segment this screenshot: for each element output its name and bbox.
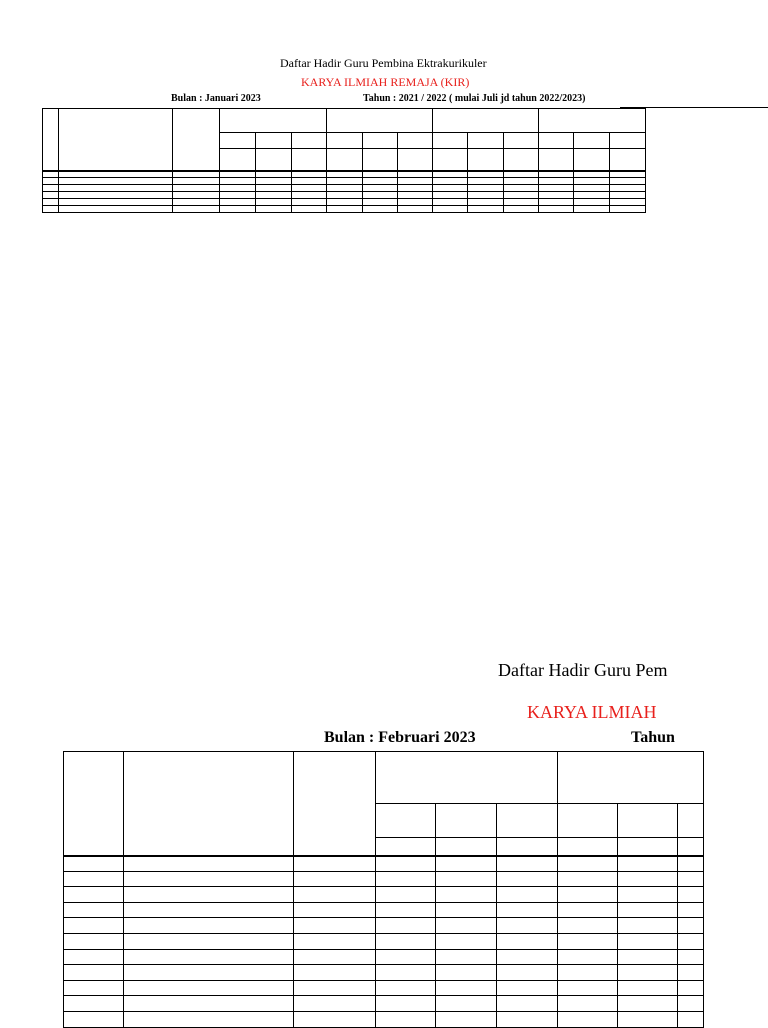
row-role [294, 949, 376, 965]
attendance-cell [504, 206, 539, 213]
attendance-cell [610, 206, 646, 213]
attendance-cell [398, 199, 433, 206]
row-no [64, 1011, 124, 1027]
attendance-cell [327, 199, 363, 206]
attendance-cell [574, 185, 610, 192]
attendance-cell [327, 149, 363, 171]
row-name [124, 933, 294, 949]
attendance-cell [558, 949, 618, 965]
attendance-cell [468, 192, 504, 199]
attendance-cell [618, 996, 678, 1012]
attendance-cell [433, 206, 468, 213]
row-no [43, 149, 59, 171]
attendance-cell [436, 838, 497, 856]
attendance-cell [558, 902, 618, 918]
row-name [124, 838, 294, 856]
table-row [64, 918, 704, 934]
attendance-cell [504, 199, 539, 206]
row-no [43, 199, 59, 206]
col-header-no [64, 752, 124, 838]
attendance-cell [558, 838, 618, 856]
attendance-cell [436, 871, 497, 887]
attendance-cell [497, 887, 558, 903]
attendance-cell [539, 206, 574, 213]
attendance-cell [468, 171, 504, 178]
row-name [59, 199, 173, 206]
row-name [59, 206, 173, 213]
attendance-cell [256, 149, 292, 171]
attendance-cell [436, 933, 497, 949]
attendance-cell [376, 856, 436, 872]
row-no [64, 980, 124, 996]
attendance-cell [497, 933, 558, 949]
attendance-cell [398, 192, 433, 199]
row-name [124, 887, 294, 903]
attendance-cell [468, 199, 504, 206]
row-role [294, 838, 376, 856]
row-no [64, 871, 124, 887]
attendance-cell [256, 178, 292, 185]
col-header-jabatan [173, 109, 220, 149]
attendance-cell [504, 149, 539, 171]
row-name [124, 918, 294, 934]
attendance-cell [436, 918, 497, 934]
row-no [43, 178, 59, 185]
attendance-cell [678, 918, 704, 934]
row-name [124, 871, 294, 887]
attendance-cell [504, 192, 539, 199]
row-name [59, 185, 173, 192]
attendance-cell [618, 856, 678, 872]
attendance-cell [497, 996, 558, 1012]
attendance-cell [574, 149, 610, 171]
row-name [124, 902, 294, 918]
attendance-cell [497, 918, 558, 934]
row-role [294, 887, 376, 903]
table-row [64, 980, 704, 996]
attendance-cell [504, 178, 539, 185]
attendance-cell [363, 206, 398, 213]
table-row [43, 178, 646, 185]
attendance-cell [433, 149, 468, 171]
subheader-plg [256, 133, 292, 149]
attendance-cell [678, 965, 704, 981]
subheader-paraf [610, 133, 646, 149]
attendance-cell [618, 871, 678, 887]
subheader-plg [436, 804, 497, 838]
attendance-cell [436, 1011, 497, 1027]
page1-bulan: Bulan : Januari 2023 [171, 93, 261, 104]
attendance-cell [220, 192, 256, 199]
attendance-cell [433, 185, 468, 192]
attendance-cell [610, 178, 646, 185]
attendance-cell [468, 185, 504, 192]
attendance-cell [363, 149, 398, 171]
subheader-dtg [327, 133, 363, 149]
table-row [64, 996, 704, 1012]
attendance-cell [678, 933, 704, 949]
table-row [43, 199, 646, 206]
attendance-cell [292, 171, 327, 178]
attendance-cell [292, 206, 327, 213]
attendance-cell [539, 192, 574, 199]
attendance-cell [678, 902, 704, 918]
table-row [64, 887, 704, 903]
attendance-cell [327, 171, 363, 178]
subheader-dtg [433, 133, 468, 149]
attendance-cell [433, 192, 468, 199]
row-no [43, 192, 59, 199]
attendance-cell [558, 871, 618, 887]
date-header [327, 109, 433, 133]
table-row [64, 1011, 704, 1027]
attendance-cell [497, 838, 558, 856]
attendance-cell [610, 149, 646, 171]
page2-attendance-table [63, 751, 704, 1028]
attendance-cell [558, 887, 618, 903]
attendance-cell [327, 192, 363, 199]
attendance-cell [539, 171, 574, 178]
attendance-cell [497, 980, 558, 996]
date-header [539, 109, 646, 133]
date-header [220, 109, 327, 133]
row-name [124, 965, 294, 981]
table-row [64, 871, 704, 887]
attendance-cell [376, 838, 436, 856]
attendance-cell [376, 918, 436, 934]
page1-title: Daftar Hadir Guru Pembina Ektrakurikuler [280, 56, 487, 70]
attendance-cell [618, 887, 678, 903]
subheader-plg [618, 804, 678, 838]
subheader-dtg [376, 804, 436, 838]
page2-bulan: Bulan : Februari 2023 [324, 729, 476, 746]
attendance-cell [610, 192, 646, 199]
attendance-cell [574, 171, 610, 178]
table-row [64, 838, 704, 856]
row-name [124, 856, 294, 872]
col-header-nama [59, 109, 173, 149]
row-role [173, 149, 220, 171]
attendance-cell [220, 178, 256, 185]
attendance-cell [292, 178, 327, 185]
attendance-cell [468, 178, 504, 185]
attendance-cell [678, 856, 704, 872]
attendance-cell [618, 1011, 678, 1027]
table-row [43, 206, 646, 213]
attendance-cell [436, 980, 497, 996]
row-role [294, 871, 376, 887]
attendance-cell [376, 887, 436, 903]
attendance-cell [497, 902, 558, 918]
attendance-cell [376, 902, 436, 918]
attendance-cell [327, 206, 363, 213]
attendance-cell [292, 149, 327, 171]
table-row [43, 192, 646, 199]
attendance-cell [558, 996, 618, 1012]
attendance-cell [327, 178, 363, 185]
attendance-cell [558, 856, 618, 872]
attendance-cell [398, 178, 433, 185]
attendance-cell [618, 965, 678, 981]
attendance-cell [292, 199, 327, 206]
row-role [294, 980, 376, 996]
attendance-cell [256, 192, 292, 199]
attendance-cell [574, 192, 610, 199]
attendance-cell [558, 933, 618, 949]
row-role [173, 171, 220, 178]
table-row [64, 902, 704, 918]
attendance-cell [678, 996, 704, 1012]
subheader-paraf [292, 133, 327, 149]
row-name [124, 949, 294, 965]
attendance-cell [610, 185, 646, 192]
row-role [173, 192, 220, 199]
attendance-cell [436, 902, 497, 918]
attendance-cell [618, 949, 678, 965]
attendance-cell [678, 949, 704, 965]
attendance-cell [398, 149, 433, 171]
table-row [64, 949, 704, 965]
attendance-cell [574, 178, 610, 185]
row-name [59, 178, 173, 185]
header-row [43, 109, 646, 133]
page2-subtitle: KARYA ILMIAH [527, 702, 657, 722]
attendance-cell [220, 199, 256, 206]
attendance-cell [398, 185, 433, 192]
attendance-cell [468, 149, 504, 171]
date-header [558, 752, 704, 804]
table-row [43, 149, 646, 171]
attendance-cell [220, 171, 256, 178]
col-header-no [43, 109, 59, 149]
row-role [173, 178, 220, 185]
attendance-cell [539, 149, 574, 171]
attendance-cell [220, 149, 256, 171]
attendance-cell [678, 1011, 704, 1027]
table-row [64, 933, 704, 949]
attendance-cell [256, 185, 292, 192]
subheader-paraf [497, 804, 558, 838]
attendance-cell [497, 1011, 558, 1027]
attendance-cell [678, 887, 704, 903]
page2-title: Daftar Hadir Guru Pem [498, 660, 668, 680]
row-no [43, 171, 59, 178]
row-no [64, 856, 124, 872]
table-row [64, 965, 704, 981]
attendance-cell [436, 949, 497, 965]
row-no [43, 185, 59, 192]
attendance-cell [376, 965, 436, 981]
subheader-plg [574, 133, 610, 149]
attendance-cell [558, 965, 618, 981]
attendance-cell [398, 171, 433, 178]
table-row [43, 171, 646, 178]
subheader-paraf [398, 133, 433, 149]
page2-tahun: Tahun [631, 729, 675, 746]
attendance-cell [618, 918, 678, 934]
page1-attendance-table [42, 108, 646, 213]
attendance-cell [376, 1011, 436, 1027]
attendance-cell [504, 185, 539, 192]
attendance-cell [558, 1011, 618, 1027]
attendance-cell [539, 199, 574, 206]
attendance-cell [678, 871, 704, 887]
row-no [64, 949, 124, 965]
attendance-cell [436, 887, 497, 903]
attendance-cell [363, 192, 398, 199]
subheader-paraf [678, 804, 704, 838]
row-role [294, 918, 376, 934]
subheader-plg [363, 133, 398, 149]
row-no [64, 887, 124, 903]
page1-tahun: Tahun : 2021 / 2022 ( mulai Juli jd tahun 2022/2023) [363, 93, 586, 104]
attendance-cell [610, 199, 646, 206]
row-role [294, 996, 376, 1012]
attendance-cell [497, 871, 558, 887]
date-header [433, 109, 539, 133]
attendance-cell [376, 996, 436, 1012]
attendance-cell [678, 980, 704, 996]
attendance-cell [220, 206, 256, 213]
row-role [294, 965, 376, 981]
attendance-cell [363, 178, 398, 185]
attendance-cell [574, 199, 610, 206]
attendance-cell [436, 965, 497, 981]
row-role [294, 856, 376, 872]
attendance-cell [436, 996, 497, 1012]
row-role [173, 185, 220, 192]
col-header-jabatan [294, 752, 376, 838]
row-no [64, 918, 124, 934]
attendance-cell [433, 171, 468, 178]
row-name [124, 1011, 294, 1027]
attendance-cell [363, 171, 398, 178]
row-no [64, 902, 124, 918]
attendance-cell [497, 965, 558, 981]
attendance-cell [504, 171, 539, 178]
attendance-cell [363, 199, 398, 206]
table-row [64, 856, 704, 872]
attendance-cell [497, 856, 558, 872]
row-role [294, 902, 376, 918]
attendance-cell [256, 199, 292, 206]
attendance-cell [327, 185, 363, 192]
row-no [64, 965, 124, 981]
attendance-cell [618, 933, 678, 949]
attendance-cell [558, 918, 618, 934]
date-header [376, 752, 558, 804]
row-name [59, 171, 173, 178]
subheader-dtg [558, 804, 618, 838]
header-row [64, 752, 704, 804]
col-header-nama [124, 752, 294, 838]
attendance-cell [436, 856, 497, 872]
attendance-cell [618, 980, 678, 996]
attendance-cell [376, 933, 436, 949]
subheader-dtg [220, 133, 256, 149]
attendance-cell [468, 206, 504, 213]
attendance-cell [376, 980, 436, 996]
row-role [173, 199, 220, 206]
row-name [124, 980, 294, 996]
attendance-cell [618, 902, 678, 918]
attendance-cell [539, 185, 574, 192]
row-no [64, 838, 124, 856]
attendance-cell [497, 949, 558, 965]
row-name [59, 149, 173, 171]
attendance-cell [618, 838, 678, 856]
subheader-plg [468, 133, 504, 149]
attendance-cell [376, 949, 436, 965]
attendance-cell [292, 185, 327, 192]
attendance-cell [220, 185, 256, 192]
row-name [124, 996, 294, 1012]
attendance-cell [574, 206, 610, 213]
attendance-cell [539, 178, 574, 185]
attendance-cell [256, 171, 292, 178]
attendance-cell [256, 206, 292, 213]
attendance-cell [398, 206, 433, 213]
row-no [43, 206, 59, 213]
row-role [173, 206, 220, 213]
attendance-cell [433, 199, 468, 206]
attendance-cell [610, 171, 646, 178]
attendance-cell [292, 192, 327, 199]
row-name [59, 192, 173, 199]
attendance-cell [433, 178, 468, 185]
attendance-cell [678, 838, 704, 856]
attendance-cell [376, 871, 436, 887]
table-row [43, 185, 646, 192]
row-role [294, 1011, 376, 1027]
attendance-cell [363, 185, 398, 192]
attendance-cell [558, 980, 618, 996]
row-no [64, 933, 124, 949]
subheader-dtg [539, 133, 574, 149]
row-role [294, 933, 376, 949]
subheader-paraf [504, 133, 539, 149]
row-no [64, 996, 124, 1012]
page1-subtitle: KARYA ILMIAH REMAJA (KIR) [301, 75, 470, 89]
